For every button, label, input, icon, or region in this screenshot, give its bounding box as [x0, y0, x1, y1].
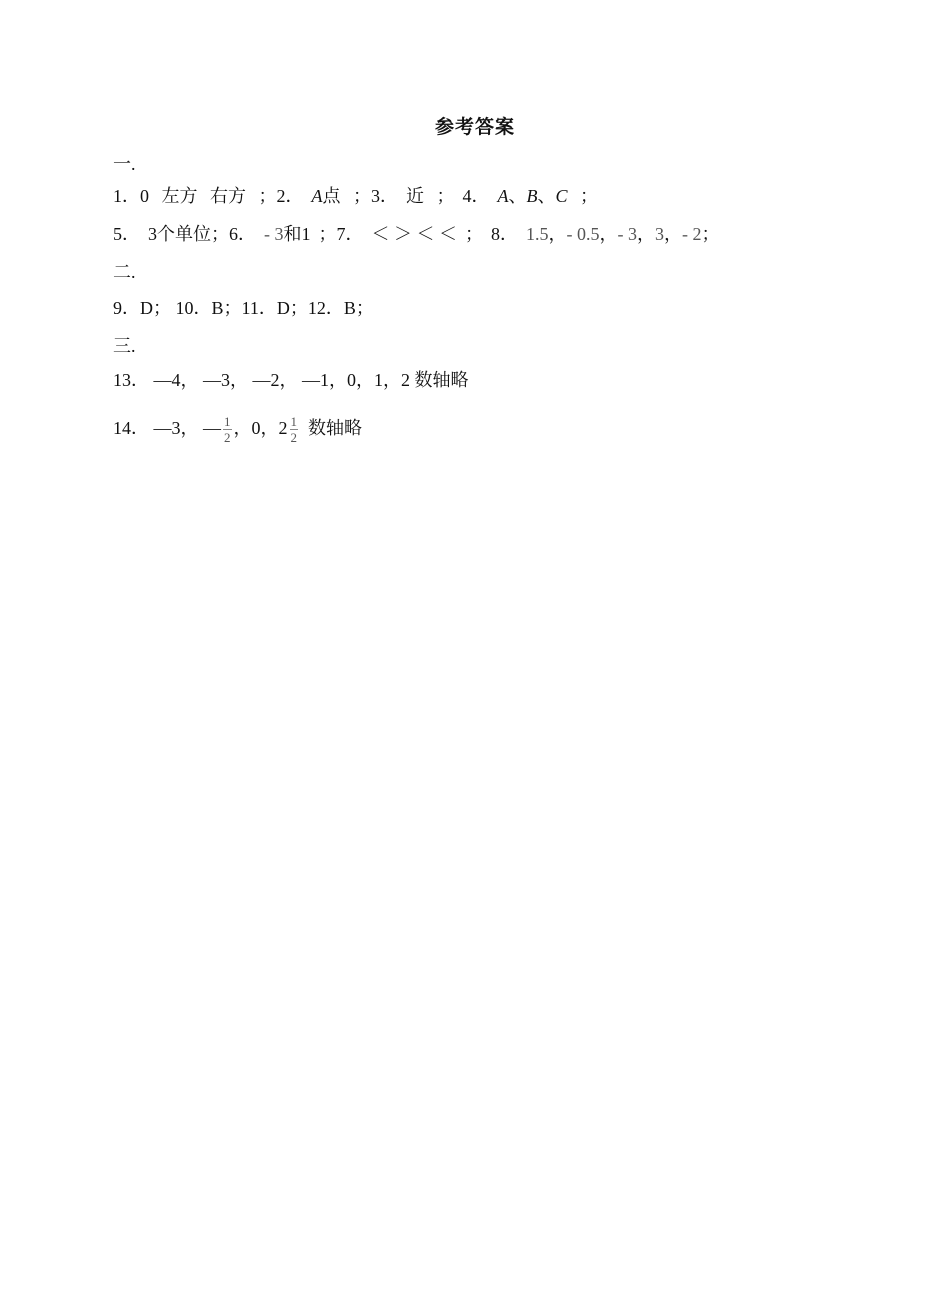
- answer-line-9-12: 9．D； 10．B；11．D；12．B；: [113, 298, 374, 318]
- answer-line-13: 13． —4， —3， —2， —1，0，1，2 数轴略: [113, 370, 469, 390]
- q8-number: 8．: [491, 224, 518, 244]
- q5-number: 5．: [113, 224, 140, 244]
- q8-comma-2: ，: [599, 224, 618, 244]
- q6-value: - 3: [264, 224, 284, 244]
- q4-comma-1: 、: [508, 186, 527, 206]
- q3-separator: ；: [436, 186, 455, 206]
- answer-line-5-8: [113, 220, 720, 248]
- q7-separator: ；: [465, 224, 483, 244]
- q8-comma-1: ，: [548, 224, 567, 244]
- q8-value-1: 1.5: [526, 224, 549, 244]
- q5-separator: ；: [211, 224, 229, 244]
- q14-fraction-2-numerator: 1: [290, 414, 297, 430]
- q4-a: A: [497, 186, 509, 206]
- q4-b: B: [526, 186, 538, 206]
- q14-middle: ，0，2: [233, 418, 288, 438]
- q4-comma-2: 、: [537, 186, 556, 206]
- section-heading-1: 一.: [113, 154, 136, 174]
- q14-fraction-1: [223, 414, 232, 445]
- answer-line-1-4: [113, 182, 598, 210]
- q1-number: 1．0: [113, 186, 149, 206]
- q6-text: 和1: [283, 224, 311, 244]
- q8-value-3: - 3: [617, 224, 637, 244]
- q8-comma-4: ，: [664, 224, 682, 244]
- page-title: 参考答案: [434, 117, 515, 138]
- q4-number: 4．: [462, 186, 490, 206]
- q6-separator: ；: [318, 224, 337, 244]
- q6-number: 6．: [229, 224, 256, 244]
- q14-suffix: 数轴略: [308, 418, 362, 438]
- q3-number: 3．: [371, 186, 398, 206]
- q2-separator: ；: [353, 186, 371, 206]
- q1-answer-2: 右方: [210, 186, 246, 206]
- q8-comma-3: ，: [637, 224, 655, 244]
- q4-c: C: [555, 186, 568, 206]
- answer-line-14: [113, 408, 362, 448]
- section-heading-3: 三.: [113, 336, 136, 356]
- q14-prefix: 14． —3， —: [113, 418, 221, 438]
- q1-answer-1: 左方: [161, 186, 198, 206]
- q3-text: 近: [406, 186, 424, 206]
- q8-separator: ；: [701, 224, 720, 244]
- section-heading-2: 二.: [113, 262, 136, 282]
- q14-fraction-1-numerator: 1: [224, 414, 231, 430]
- q5-text: 3个单位: [148, 224, 211, 244]
- q8-value-4: 3: [655, 224, 664, 244]
- q7-number: 7．: [336, 224, 364, 244]
- q8-value-5: - 2: [682, 224, 702, 244]
- q14-fraction-2: [290, 414, 299, 445]
- q7-text: ＜ ＞ ＜ ＜: [371, 224, 457, 244]
- q2-variable: A: [311, 186, 323, 206]
- q1-separator: ；: [258, 186, 277, 206]
- q2-number: 2．: [276, 186, 304, 206]
- q4-separator: ；: [580, 186, 599, 206]
- q14-fraction-2-denominator: 2: [290, 430, 297, 446]
- q2-text: 点: [322, 186, 341, 206]
- q14-fraction-1-denominator: 2: [224, 430, 231, 446]
- q8-value-2: - 0.5: [566, 224, 600, 244]
